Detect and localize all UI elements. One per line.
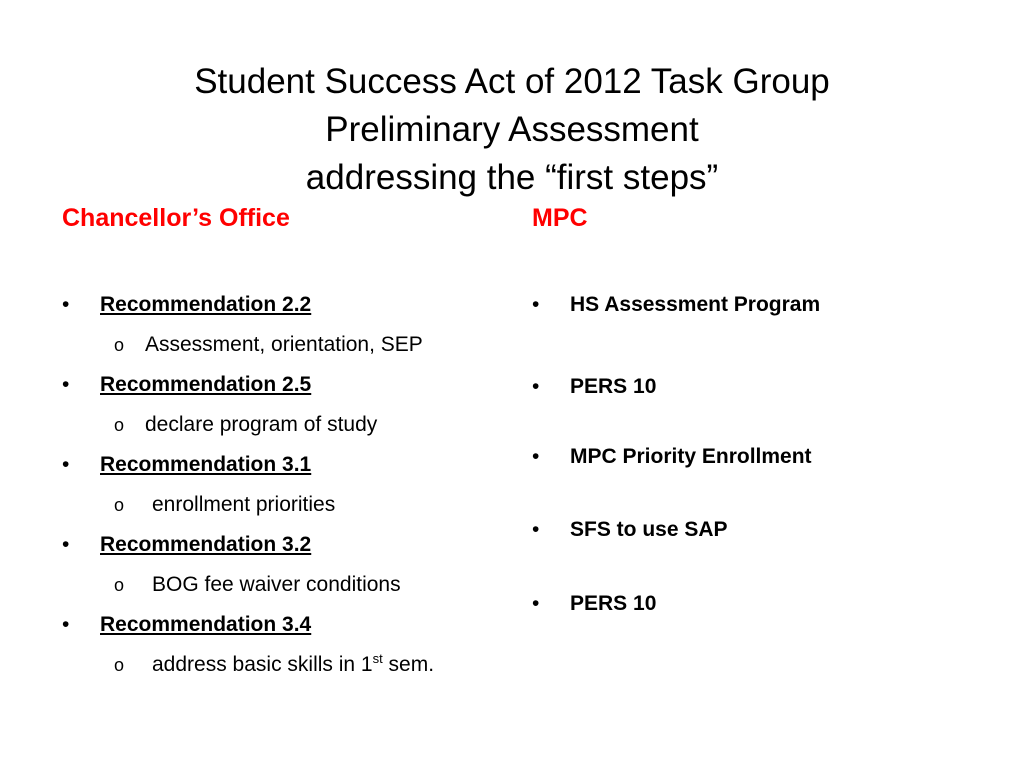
recommendation-item: Recommendation 3.4 [100, 613, 312, 636]
mpc-item: PERS 10 [570, 592, 657, 615]
title-line-1: Student Success Act of 2012 Task Group [194, 62, 830, 101]
recommendation-item: Recommendation 2.2 [100, 293, 312, 316]
bullet-icon: • [62, 453, 70, 476]
recommendation-detail: declare program of study [145, 413, 378, 436]
bullet-icon: • [532, 375, 540, 398]
bullet-icon: • [532, 293, 540, 316]
mpc-item: SFS to use SAP [570, 518, 728, 541]
title-line-2: Preliminary Assessment [325, 110, 699, 149]
bullet-icon: • [62, 613, 70, 636]
sub-bullet-icon: o [114, 415, 125, 435]
bullet-icon: • [532, 592, 540, 615]
title-line-3: addressing the “first steps” [305, 158, 719, 197]
bullet-icon: • [62, 533, 70, 556]
sub-bullet-icon: o [114, 655, 125, 675]
sub-bullet-icon: o [114, 495, 125, 515]
recommendation-item: Recommendation 2.5 [100, 373, 312, 396]
bullet-icon: • [532, 518, 540, 541]
recommendation-detail: Assessment, orientation, SEP [145, 333, 423, 356]
recommendation-detail: address basic skills in 1st sem. [152, 651, 435, 676]
mpc-item: MPC Priority Enrollment [570, 445, 812, 468]
recommendation-detail: BOG fee waiver conditions [152, 573, 401, 596]
bullet-icon: • [62, 293, 70, 316]
mpc-item: PERS 10 [570, 375, 657, 398]
sub-bullet-icon: o [114, 575, 125, 595]
recommendation-item: Recommendation 3.1 [100, 453, 312, 476]
bullet-icon: • [532, 445, 540, 468]
left-column-heading: Chancellor’s Office [62, 204, 290, 232]
recommendation-detail: enrollment priorities [152, 493, 336, 516]
sub-bullet-icon: o [114, 335, 125, 355]
bullet-icon: • [62, 373, 70, 396]
mpc-item: HS Assessment Program [570, 293, 821, 316]
slide-title [0, 58, 1024, 202]
recommendation-item: Recommendation 3.2 [100, 533, 312, 556]
right-column-heading: MPC [532, 204, 588, 232]
